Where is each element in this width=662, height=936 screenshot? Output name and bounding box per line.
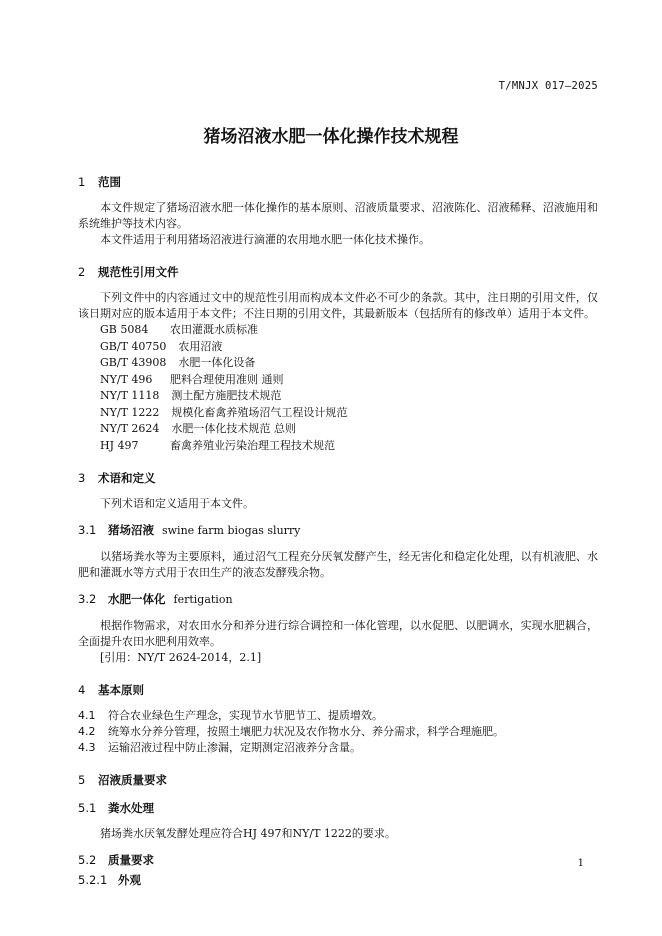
reference-item: HJ 497 畜禽养殖业污染治理工程技术规范	[100, 438, 335, 452]
reference-item: NY/T 2624 水肥一体化技术规范 总则	[100, 422, 296, 435]
section-number: 1	[78, 175, 86, 189]
reference-item: NY/T 1222 规模化畜禽养殖场沼气工程设计规范	[100, 405, 348, 419]
document-code: T/MNJX 017—2025	[498, 80, 598, 92]
term-definition: 根据作物需求，对农田水分和养分进行综合调控和一体化管理，以水促肥、以肥调水，实现水肥耦合，全面提升农田水肥利用效率。	[78, 619, 598, 648]
section-heading-quality	[78, 770, 598, 790]
page-number: 1	[577, 858, 584, 869]
paragraph: 本文件规定了猪场沼液水肥一体化操作的基本原则、沼液质量要求、沼液陈化、沼液稀释、沼液施用和系统维护等技术内容。	[78, 201, 598, 230]
paragraph: 本文件适用于利用猪场沼液进行滴灌的农用地水肥一体化技术操作。	[100, 233, 430, 246]
term-english: fertigation	[173, 593, 233, 606]
term-definition: 以猪场粪水等为主要原料，通过沼气工程充分厌氧发酵产生，经无害化和稳定化处理，以有机液肥、水肥和灌溉水等方式用于农田生产的液态发酵残余物。	[78, 550, 598, 579]
section-heading-principles	[78, 680, 598, 700]
section-number: 2	[78, 265, 86, 279]
principle-item: 4.2 统筹水分养分管理，按照土壤肥力状况及农作物水分、养分需求，科学合理施肥。	[78, 725, 504, 738]
paragraph: 下列术语和定义适用于本文件。	[100, 497, 254, 510]
subsection-heading: 5.1 粪水处理	[78, 801, 154, 815]
principle-item: 4.1 符合农业绿色生产理念，实现节水节肥节工、提质增效。	[78, 709, 383, 722]
section-heading-terms	[78, 468, 598, 488]
term-heading: 3.1 猪场沼液 swine farm biogas slurry	[78, 523, 301, 537]
section-title: 规范性引用文件	[98, 265, 179, 279]
reference-item: GB/T 43908 水肥一体化设备	[100, 356, 256, 369]
section-title: 基本原则	[98, 683, 144, 697]
reference-item: NY/T 1118 测土配方施肥技术规范	[100, 389, 282, 402]
reference-item: GB 5084 农田灌溉水质标准	[100, 323, 258, 336]
reference-item: NY/T 496 肥料合理使用准则 通则	[100, 372, 284, 386]
section-number: 4	[78, 683, 86, 697]
term-source: [引用：NY/T 2624-2014，2.1]	[100, 651, 262, 664]
term-english: swine farm biogas slurry	[162, 524, 301, 537]
subsection-heading: 5.2 质量要求	[78, 853, 154, 867]
section-title: 沼液质量要求	[98, 773, 167, 787]
section-number: 3	[78, 471, 86, 485]
section-number: 5	[78, 773, 86, 787]
document-title: 猪场沼液水肥一体化操作技术规程	[203, 127, 459, 147]
section-title: 范围	[98, 175, 121, 189]
paragraph: 下列文件中的内容通过文中的规范性引用而构成本文件必不可少的条款。其中，注日期的引用文件，仅该日期对应的版本适用于本文件；不注日期的引用文件，其最新版本（包括所有的修改单）适用于本文件。	[78, 291, 598, 320]
section-heading-scope	[78, 172, 598, 192]
section-title: 术语和定义	[98, 471, 156, 485]
document-body	[78, 172, 598, 890]
section-heading-references	[78, 262, 598, 282]
paragraph: 猪场粪水厌氧发酵处理应符合HJ 497和NY/T 1222的要求。	[100, 827, 396, 840]
subsubsection-heading: 5.2.1 外观	[78, 873, 141, 887]
term-heading: 3.2 水肥一体化 fertigation	[78, 592, 233, 606]
principle-item: 4.3 运输沼液过程中防止渗漏，定期测定沼液养分含量。	[78, 741, 361, 754]
reference-item: GB/T 40750 农用沼液	[100, 339, 223, 353]
